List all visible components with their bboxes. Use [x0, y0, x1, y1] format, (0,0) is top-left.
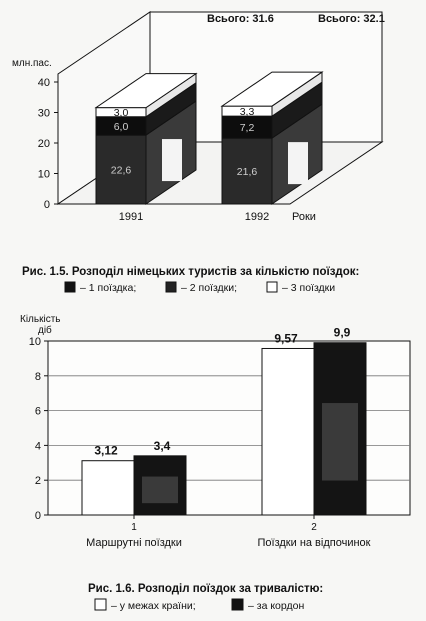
legend1-label-3: – 3 поїздки	[282, 282, 336, 294]
chart2-legend	[95, 599, 304, 612]
chart-2	[20, 314, 410, 612]
chart1-ytick-label: 30	[37, 107, 50, 120]
chart1-bar-highlight	[162, 139, 182, 181]
legend1-label-2: – 2 поїздки;	[181, 282, 238, 294]
legend1-label-1: – 1 поїздка;	[80, 282, 137, 294]
chart2-ytick-label: 8	[34, 370, 41, 383]
chart2-ytick-label: 0	[34, 510, 41, 522]
chart1-value-1991-s1: 22,6	[110, 164, 132, 177]
chart1-x-ticks	[119, 211, 269, 223]
chart1-value-1992-s2: 7,2	[239, 122, 255, 135]
chart-1	[12, 12, 385, 294]
chart2-value-1-s2: 3,4	[153, 438, 171, 453]
legend1-swatch-1	[65, 282, 75, 292]
chart1-value-1991-s3: 3,0	[113, 107, 129, 120]
chart2-value-2-s2: 9,9	[333, 325, 351, 340]
chart1-xlabel: Роки	[292, 211, 316, 223]
chart1-ylabel: млн.пас.	[12, 58, 52, 69]
chart1-ytick-label: 40	[37, 77, 50, 89]
chart1-y-ticks	[38, 77, 58, 211]
chart1-ytick-label: 20	[37, 138, 50, 150]
legend2-swatch-1	[95, 599, 106, 610]
chart2-y-ticks	[29, 336, 48, 522]
legend1-swatch-3	[267, 282, 277, 292]
chart2-xtick-number: 1	[131, 522, 137, 533]
chart2-ytick-label: 2	[34, 475, 41, 488]
chart2-ylabel-line2: діб	[38, 325, 52, 336]
chart2-caption: Рис. 1.6. Розподіл поїздок за тривалістю:	[88, 583, 324, 595]
chart2-bar-2-s1	[262, 348, 314, 515]
chart2-xtick-label: Маршрутні поїздки	[86, 537, 182, 549]
chart2-ylabel-line1: Кількість	[20, 314, 61, 325]
legend2-swatch-2	[232, 599, 243, 610]
chart1-total-1991: Всього: 31.6	[207, 13, 274, 25]
chart1-bar-highlight	[288, 142, 308, 184]
chart1-value-1992-s1: 21,6	[236, 166, 258, 179]
chart1-value-1992-s3: 3,3	[239, 106, 255, 119]
chart2-value-1-s1: 3,12	[94, 443, 118, 458]
chart1-total-1992: Всього: 32.1	[318, 13, 385, 25]
chart1-value-1991-s2: 6,0	[113, 120, 129, 133]
chart1-xtick-1992: 1992	[244, 211, 270, 223]
chart1-ytick-label: 0	[43, 199, 50, 211]
chart1-legend	[65, 282, 335, 294]
legend1-swatch-2	[166, 282, 176, 292]
chart1-xtick-1991: 1991	[118, 211, 144, 223]
chart2-ytick-label: 10	[28, 336, 41, 348]
chart2-xtick-number: 2	[311, 522, 317, 533]
chart2-bar-shade	[142, 477, 178, 504]
chart2-ytick-label: 4	[34, 440, 41, 453]
chart2-ytick-label: 6	[34, 405, 41, 418]
chart2-xtick-label: Поїздки на відпочинок	[257, 537, 371, 549]
chart1-caption: Рис. 1.5. Розподіл німецьких туристів за кількістю поїздок:	[22, 266, 360, 278]
chart2-bar-shade	[322, 403, 358, 481]
chart2-value-2-s1: 9,57	[274, 331, 298, 346]
chart1-ytick-label: 10	[37, 168, 50, 181]
legend2-label-2: – за кордон	[248, 600, 305, 612]
chart2-bar-1-s1	[82, 461, 134, 515]
legend2-label-1: – у межах країни;	[111, 600, 196, 612]
chart2-x-ticks	[86, 515, 371, 549]
